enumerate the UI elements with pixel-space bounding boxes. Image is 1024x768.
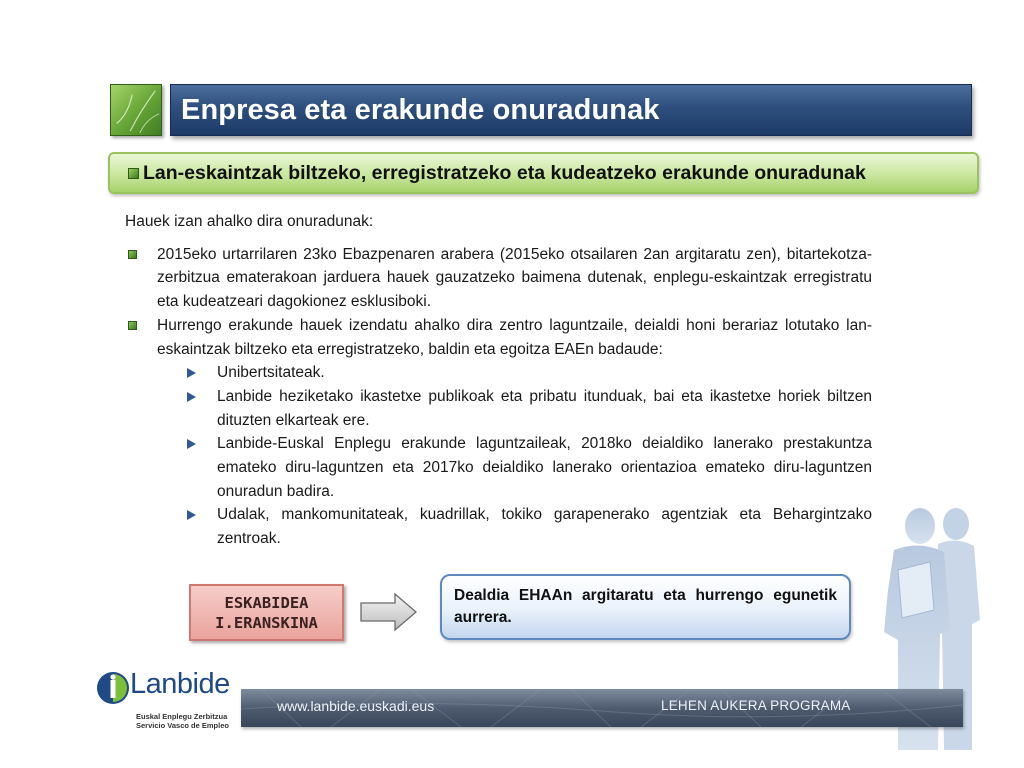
sub-list-item-text: Udalak, mankomunitateak, kuadrillak, tokiko garapenerako agentziak eta Behargintzako zentroak.: [217, 506, 872, 548]
sub-list-item-text: Lanbide-Euskal Enplegu erakunde laguntzaileak, 2018ko deialdiko lanerako prestakuntza emateko diru-laguntzen eta 2017ko deialdiko lanerako orientazioa emateko diru-laguntzen onuradun badira.: [217, 435, 872, 500]
logo-subtitle-es: Servicio Vasco de Empleo: [136, 721, 229, 730]
logo-wordmark: Lanbide: [130, 668, 230, 700]
beneficiary-list: [125, 243, 872, 551]
blue-triangle-bullet-icon: [187, 439, 196, 449]
intro-text: Hauek izan ahalko dira onuradunak:: [125, 213, 374, 230]
body-content: [125, 210, 872, 551]
footer-bar: [241, 689, 963, 727]
eskabidea-label: ESKABIDEA: [224, 593, 309, 612]
right-arrow-icon: [359, 592, 419, 632]
subtitle-bar: [108, 152, 979, 194]
page-title: Enpresa eta erakunde onuradunak: [181, 93, 660, 126]
lanbide-logo-icon: [96, 670, 130, 706]
sub-list-item-text: Unibertsitateak.: [217, 364, 325, 382]
lanbide-logo: [96, 668, 236, 730]
footer-url-link[interactable]: www.lanbide.euskadi.eus: [277, 698, 435, 714]
footer-program-name: LEHEN AUKERA PROGRAMA: [661, 698, 851, 713]
green-square-bullet-icon: [128, 321, 137, 330]
green-square-bullet-icon: [128, 250, 137, 259]
blue-triangle-bullet-icon: [187, 510, 196, 520]
title-decor-icon: [110, 84, 162, 136]
list-item: [125, 243, 872, 314]
blue-triangle-bullet-icon: [187, 368, 196, 378]
eranskina-label: I.ERANSKINA: [215, 613, 318, 632]
section-subtitle: Lan-eskaintzak biltzeko, erregistratzeko eta kudeatzeko erakunde onuradunak: [143, 161, 866, 184]
eskabidea-button[interactable]: [189, 584, 344, 641]
info-text: Dealdia EHAAn argitaratu eta hurrengo egunetik aurrera.: [454, 587, 837, 626]
sub-list-item: [125, 385, 872, 432]
title-bar: [170, 84, 972, 136]
list-item: [125, 314, 872, 361]
sub-list-item-text: Lanbide heziketako ikastetxe publikoak eta pribatu itunduak, bai eta ikastetxe horiek biltzen dituzten elkarteak ere.: [217, 387, 872, 429]
logo-subtitle-eu: Euskal Enplegu Zerbitzua: [136, 712, 228, 721]
blue-triangle-bullet-icon: [187, 392, 196, 402]
info-box: [440, 574, 851, 640]
sub-list-item: [125, 361, 872, 385]
green-square-bullet-icon: [128, 168, 139, 179]
list-item-text: 2015eko urtarrilaren 23ko Ebazpenaren arabera (2015eko otsailaren 2an argitaratu zen), bitartekotza-zerbitzua ematerakoan jarduera hauek gauzatzeko baimena dutenak, enplegu-eskaintzak erregistratu eta kudeatzeari dagokionez esklusiboki.: [157, 245, 872, 311]
sub-list-item: [125, 432, 872, 503]
list-item-text: Hurrengo erakunde hauek izendatu ahalko dira zentro laguntzaile, deialdi honi berariaz lotutako lan-eskaintzak biltzeko eta erregistratzeko, baldin eta egoitza EAEn badaude:: [157, 316, 872, 358]
sub-list-item: [125, 503, 872, 550]
